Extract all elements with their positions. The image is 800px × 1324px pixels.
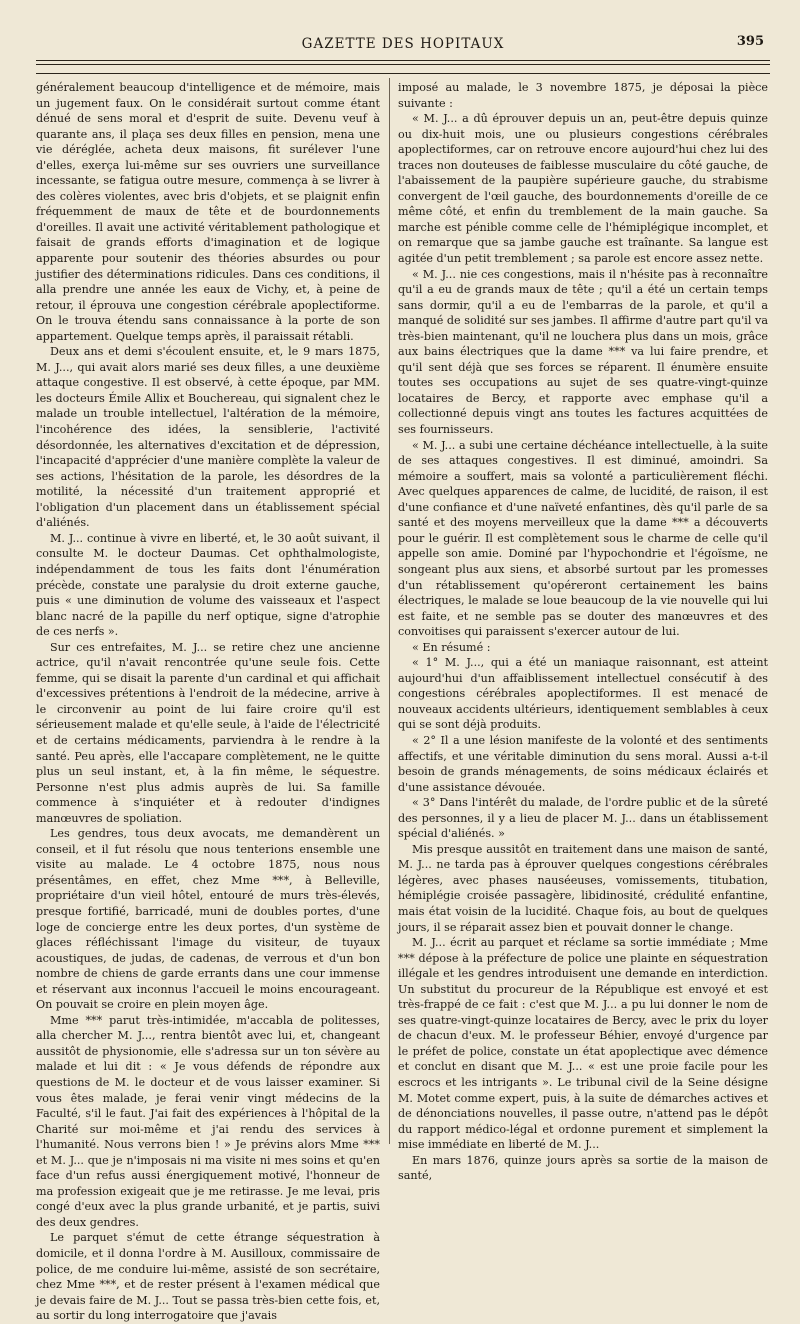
header-rule: [36, 64, 770, 65]
paragraph: « En résumé :: [412, 640, 491, 654]
paragraph: Sur ces entrefaites, M. J... se retire chez une ancienne actrice, qu'il n'avait rencontrée qu'une seule fois. Cette femme, qui se disait la parente d'un cardinal et qui affichait d'excessives prétentions à l'endroit de la médecine, arrive à le circonvenir au point de lui faire croire qu'il est sérieusement malade et qu'elle seule, à l'aide de l'électricité et de certains médicaments, parviendra à le rendre à la santé. Peu après, elle l'accapare complètement, ne le quitte plus un seul instant, et, à la fin même, le séquestre. Personne n'est plus admis auprès de lui. Sa famille commence à s'inquiéter et à redouter d'indignes manœuvres de spoliation.: [36, 640, 380, 825]
journal-title: GAZETTE DES HOPITAUX: [301, 36, 505, 52]
paragraph: « 3° Dans l'intérêt du malade, de l'ordre public et de la sûreté des personnes, il y a lieu de placer M. J... dans un établissement spécial d'aliénés. »: [398, 796, 768, 841]
paragraph: généralement beaucoup d'intelligence et de mémoire, mais un jugement faux. On le considérait surtout comme étant dénué de sens moral et d'esprit de suite. Devenu veuf à quarante ans, il plaça ses deux filles en pension, mena une vie déréglée, acheta deux maisons, fit surélever l'une d'elles, exerça lui-même sur ses ouvriers une surveillance incessante, se fatigua outre mesure, commença à se livrer à des colères violentes, avec bris d'objets, et se plaignit enfin fréquemment de maux de tête et de bourdonnements d'oreilles. Il avait une activité véritablement pathologique et faisait de grands efforts d'imagination et de logique apparente pour soutenir des théories absurdes ou pour justifier des déterminations ridicules. Dans ces conditions, il alla prendre une année les eaux de Vichy, et, à peine de retour, il éprouva une congestion cérébrale apoplectiforme. On le trouva étendu sans connaissance à la porte de son appartement. Quelque temps après, il paraissait rétabli.: [36, 81, 380, 343]
paragraph: Mis presque aussitôt en traitement dans une maison de santé, M. J... ne tarda pas à éprouver quelques congestions cérébrales légères, avec phases nauséeuses, vomissements, titubation, hémiplégie croisée passagère, libidinosité, crédulité enfantine, mais état voisin de la lucidité. Chaque fois, au bout de quelques jours, il se réparait assez bien et pouvait donner le change.: [398, 842, 768, 934]
paragraph: En mars 1876, quinze jours après sa sortie de la maison de santé,: [398, 1153, 768, 1183]
left-column: [36, 80, 380, 1323]
header-rule: [36, 60, 770, 61]
header-rule: [36, 73, 770, 74]
paragraph: « M. J... a dû éprouver depuis un an, peut-être depuis quinze ou dix-huit mois, une ou plusieurs congestions cérébrales apoplectiformes, car on retrouve encore aujourd'hui chez lui des traces non douteuses de faiblesse musculaire du côté gauche, de l'abaissement de la paupière supérieure gauche, du strabisme convergent de l'œil gauche, des bourdonnements d'oreille de ce même côté, et enfin du tremblement de la main gauche. Sa marche est pénible comme celle de l'hémiplégique incomplet, et on remarque que sa jambe gauche est traînante. Sa langue est agitée d'un petit tremblement ; sa parole est encore assez nette.: [398, 112, 768, 266]
paragraph: « M. J... a subi une certaine déchéance intellectuelle, à la suite de ses attaques congestives. Il est diminué, amoindri. Sa mémoire a souffert, mais sa volonté a particulièrement fléchi. Avec quelques apparences de calme, de lucidité, de raison, il est d'une confiance et d'une naïveté enfantines, dès qu'il parle de sa santé et des moyens merveilleux que la dame *** a découverts pour le guérir. Il est complètement sous le charme de celle qu'il appelle son amie. Dominé par l'hypochondrie et l'égoïsme, ne songeant plus aux siens, et absorbé surtout par les promesses d'un rétablissement qu'opéreront certainement les bains électriques, le malade se loue beaucoup de la vie nouvelle qui lui est faite, et ne semble pas se douter des manœuvres et des convoitises qui paraissent s'exercer autour de lui.: [398, 438, 768, 639]
paragraph: « M. J... nie ces congestions, mais il n'hésite pas à reconnaître qu'il a eu de grands maux de tête ; qu'il a été un certain temps sans dormir, qu'il a eu de l'embarras de la parole, et qu'il a manqué de solidité sur ses jambes. Il affirme d'autre part qu'il va très-bien maintenant, qu'il ne louchera plus dans un mois, grâce aux bains électriques que la dame *** va lui faire prendre, et qu'il sent déjà que ses forces se réparent. Il énumère ensuite toutes ses occupations au sujet de ses quatre-vingt-quinze locataires de Bercy, et rapporte avec emphase qu'il a collectionné depuis vingt ans toutes les factures acquittées de ses fournisseurs.: [398, 267, 768, 437]
paragraph: M. J... écrit au parquet et réclame sa sortie immédiate ; Mme *** dépose à la préfecture de police une plainte en séquestration illégale et les gendres introduisent une demande en interdiction. Un substitut du procureur de la République est envoyé et est très-frappé de ce fait : c'est que M. J... a pu lui donner le nom de ses quatre-vingt-quinze locataires de Bercy, avec le prix du loyer de chacun d'eux. M. le professeur Béhier, envoyé d'urgence par le préfet de police, constate un état apoplectique avec démence et conclut en disant que M. J... « est une proie facile pour les escrocs et les intrigants ». Le tribunal civil de la Seine désigne M. Motet comme expert, puis, à la suite de démarches actives et de dénonciations nouvelles, il passe outre, n'attend pas le dépôt du rapport médico-légal et ordonne purement et simplement la mise immédiate en liberté de M. J...: [398, 936, 768, 1152]
page-number: 395: [736, 34, 764, 49]
paragraph: « 1° M. J..., qui a été un maniaque raisonnant, est atteint aujourd'hui d'un affaiblissement intellectuel consécutif à des congestions cérébrales apoplectiformes. Il est menacé de nouveaux accidents ultérieurs, identiquement semblables à ceux qui se sont déjà produits.: [398, 656, 768, 732]
paragraph: Deux ans et demi s'écoulent ensuite, et, le 9 mars 1875, M. J..., qui avait alors marié ses deux filles, a une deuxième attaque congestive. Il est observé, à cette époque, par MM. les docteurs Émile Allix et Bouchereau, qui signalent chez le malade un trouble intellectuel, l'altération de la mémoire, l'incohérence des idées, la sensiblerie, l'activité désordonnée, les alternatives d'excitation et de dépression, l'incapacité d'apprécier d'une manière complète la valeur de ses actions, l'hésitation de la parole, les désordres de la motilité, la nécessité d'un traitement approprié et l'obligation d'un placement dans un établissement spécial d'aliénés.: [36, 345, 380, 530]
paragraph: Les gendres, tous deux avocats, me demandèrent un conseil, et il fut résolu que nous tenterions ensemble une visite au malade. Le 4 octobre 1875, nous nous présentâmes, en effet, chez Mme ***, à Belleville, propriétaire d'un vieil hôtel, entouré de murs très-élevés, presque fortifié, barricadé, muni de doubles portes, d'une loge de concierge entre les deux portes, d'un système de glaces réfléchissant l'image du visiteur, de tuyaux acoustiques, de judas, de cadenas, de verrous et d'un bon nombre de chiens de garde errants dans une cour immense et réservant aux inconnus l'accueil le moins encourageant. On pouvait se croire en plein moyen âge.: [36, 827, 380, 1012]
paragraph: M. J... continue à vivre en liberté, et, le 30 août suivant, il consulte M. le docteur Daumas. Cet ophthalmologiste, indépendamment de tous les faits dont l'énumération précède, constate une paralysie du droit externe gauche, puis « une diminution de volume des vaisseaux et l'aspect blanc nacré de la papille du nerf optique, signe d'atrophie de ces nerfs ».: [36, 531, 380, 639]
column-divider: [389, 78, 390, 1144]
right-column: [398, 80, 768, 1183]
paragraph: Le parquet s'émut de cette étrange séquestration à domicile, et il donna l'ordre à M. Ausilloux, commissaire de police, de me conduire lui-même, assisté de son secrétaire, chez Mme ***, et de rester présent à l'examen médical que je devais faire de M. J... Tout se passa très-bien cette fois, et, au sortir du long interrogatoire que j'avais: [36, 1231, 380, 1323]
paragraph: Mme *** parut très-intimidée, m'accabla de politesses, alla chercher M. J..., rentra bientôt avec lui, et, changeant aussitôt de physionomie, elle s'adressa sur un ton sévère au malade et lui dit : « Je vous défends de répondre aux questions de M. le docteur et de vous laisser examiner. Si vous êtes malade, je ferai venir vingt médecins de la Faculté, s'il le faut. J'ai fait des expériences à l'hôpital de la Charité sur moi-même et j'ai rendu des services à l'humanité. Nous verrons bien ! » Je prévins alors Mme *** et M. J... que je n'imposais ni ma visite ni mes soins et qu'en face d'un refus aussi énergiquement motivé, l'honneur de ma profession exigeait que je me retirasse. Je me levai, pris congé d'eux avec la plus grande urbanité, et je partis, suivi des deux gendres.: [36, 1013, 380, 1229]
paragraph: « 2° Il a une lésion manifeste de la volonté et des sentiments affectifs, et une véritable diminution du sens moral. Aussi a-t-il besoin de grands ménagements, de soins médicaux éclairés et d'une assistance dévouée.: [398, 733, 768, 794]
paragraph: imposé au malade, le 3 novembre 1875, je déposai la pièce suivante :: [398, 81, 768, 110]
